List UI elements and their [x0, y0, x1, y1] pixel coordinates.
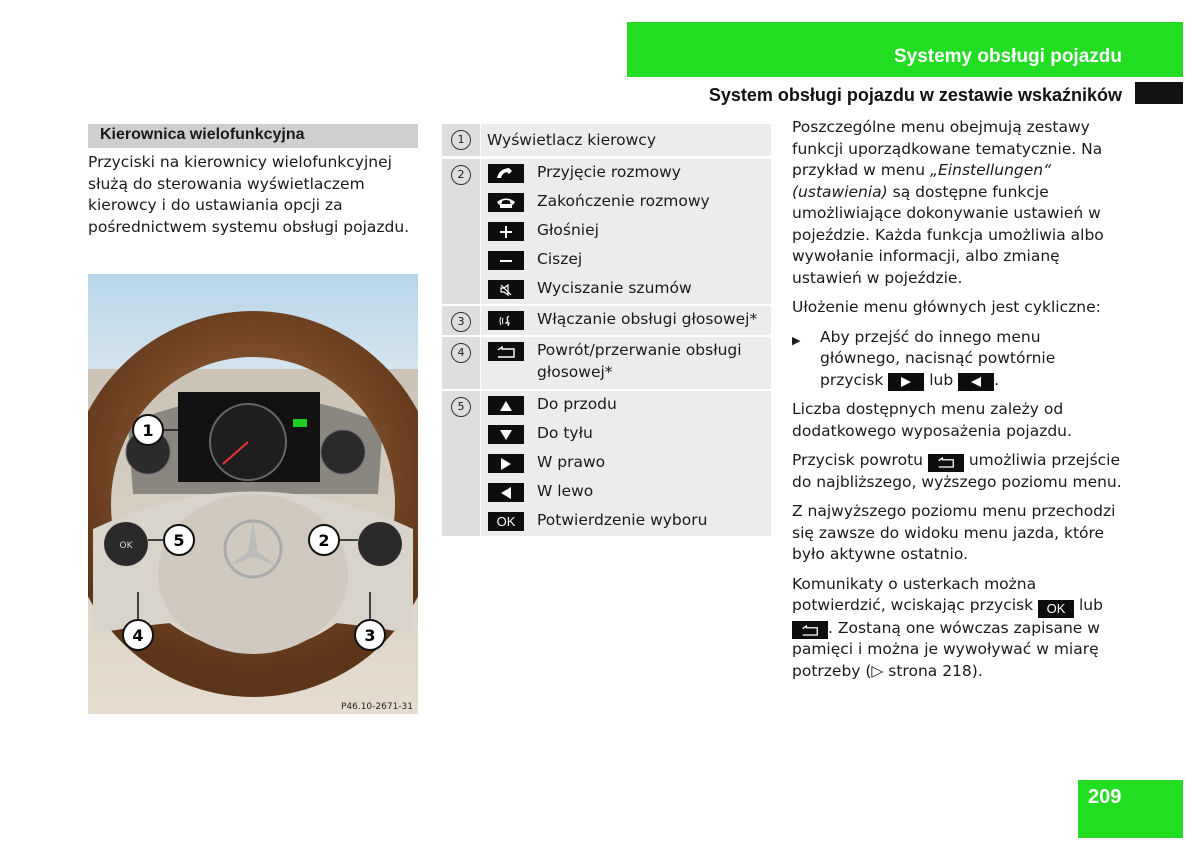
- list-item: [481, 246, 771, 275]
- list-item: [481, 478, 771, 507]
- arrow-left-icon: [958, 373, 994, 391]
- list-item: [481, 217, 771, 246]
- svg-text:4: 4: [132, 626, 144, 645]
- ok-text: OK: [119, 541, 133, 551]
- item-label: Wyciszanie szumów: [537, 279, 692, 297]
- row-number: 2: [451, 165, 471, 185]
- item-label: W lewo: [537, 482, 594, 500]
- item-label: Włączanie obsługi głosowej*: [537, 310, 758, 328]
- arrow-right-icon: [888, 373, 924, 391]
- ok-button-icon: OK: [1038, 600, 1074, 618]
- plus-icon: [488, 222, 524, 241]
- list-item: [481, 391, 771, 420]
- item-label: Ciszej: [537, 250, 583, 268]
- list-item: [481, 275, 771, 304]
- item-label: W prawo: [537, 453, 606, 471]
- row-number: 3: [451, 312, 471, 332]
- steering-wheel-figure: [88, 274, 418, 714]
- back-icon: [928, 454, 964, 472]
- list-item: [481, 449, 771, 478]
- item-label: Potwierdzenie wyboru: [537, 511, 708, 529]
- arrow-left-icon: [488, 483, 524, 502]
- item-label: Do tyłu: [537, 424, 593, 442]
- bullet-item: ▶ Aby przejść do innego menu głównego, nacisnąć powtórnie przycisk lub .: [792, 327, 1122, 392]
- table-row: [442, 335, 771, 389]
- table-row: [442, 389, 771, 536]
- list-item: [481, 507, 771, 536]
- list-item: [481, 188, 771, 217]
- list-item: [481, 306, 771, 335]
- left-paragraph: Przyciski na kierownicy wielofunkcyjnej służą do sterowania wyświetlaczem kierowcy i do ustawiania opcji za pośrednictwem systemu obsługi pojazdu.: [88, 153, 410, 236]
- list-item: [481, 337, 771, 389]
- back-icon: [792, 621, 828, 639]
- item-label: Głośniej: [537, 221, 599, 239]
- paragraph: Ułożenie menu głównych jest cykliczne:: [792, 298, 1101, 316]
- mute-icon: [488, 280, 524, 299]
- table-row: [442, 304, 771, 335]
- table-row: [442, 157, 771, 304]
- thumb-tab: [1135, 82, 1183, 104]
- phone-hangup-icon: [488, 193, 524, 212]
- voice-control-icon: [488, 311, 524, 330]
- row-number: 4: [451, 343, 471, 363]
- item-label: Zakończenie rozmowy: [537, 192, 710, 210]
- arrow-up-icon: [488, 396, 524, 415]
- arrow-right-icon: [488, 454, 524, 473]
- item-label: Przyjęcie rozmowy: [537, 163, 681, 181]
- section-title: Systemy obsługi pojazdu: [893, 46, 1122, 67]
- controls-table: [442, 124, 771, 536]
- left-heading: Kierownica wielofunkcyjna: [88, 124, 418, 148]
- paragraph: Liczba dostępnych menu zależy od dodatkowego wyposażenia pojazdu.: [792, 400, 1072, 440]
- svg-text:5: 5: [173, 531, 185, 550]
- svg-text:1: 1: [142, 421, 154, 440]
- row-number: 1: [451, 130, 471, 150]
- item-label: Do przodu: [537, 395, 617, 413]
- paragraph: Przycisk powrotu umożliwia przejście do najbliższego, wyższego poziomu menu.: [792, 451, 1122, 491]
- item-label: Powrót/przerwanie obsługi głosowej*: [537, 341, 742, 381]
- minus-icon: [488, 251, 524, 270]
- bullet-arrow-icon: ▶: [792, 333, 801, 347]
- right-column: [792, 117, 1122, 690]
- paragraph: Z najwyższego poziomu menu przechodzi się zawsze do widoku menu jazda, które było aktywne ostatnio.: [792, 502, 1116, 563]
- back-icon: [488, 342, 524, 361]
- page-number: 209: [1078, 780, 1183, 838]
- row-label: Wyświetlacz kierowcy: [487, 131, 656, 149]
- list-item: [481, 420, 771, 449]
- arrow-down-icon: [488, 425, 524, 444]
- figure-code: P46.10-2671-31: [340, 702, 413, 712]
- svg-text:3: 3: [364, 626, 376, 645]
- table-row: [442, 124, 771, 157]
- ok-button-icon: OK: [488, 512, 524, 531]
- paragraph: Komunikaty o usterkach można potwierdzić, wciskając przycisk OK lub . Zostaną one wówczas zapisane w pamięci i można je wywoływać w miarę potrzeby (▷ strona 218).: [792, 574, 1103, 680]
- page-subtitle: System obsługi pojazdu w zestawie wskaźników: [708, 85, 1122, 105]
- svg-text:2: 2: [318, 531, 330, 550]
- paragraph: Poszczególne menu obejmują zestawy funkcji uporządkowane tematycznie. Na przykład w menu „Einstellungen“ (ustawienia) są dostępne funkcje umożliwiające dokonywanie ustawień w pojeździe. Każda funkcja umożliwia albo wywołanie informacji, albo zmianę ustawień w pojeździe.: [792, 118, 1104, 287]
- phone-accept-icon: [488, 164, 524, 183]
- list-item: [481, 159, 771, 188]
- row-number: 5: [451, 397, 471, 417]
